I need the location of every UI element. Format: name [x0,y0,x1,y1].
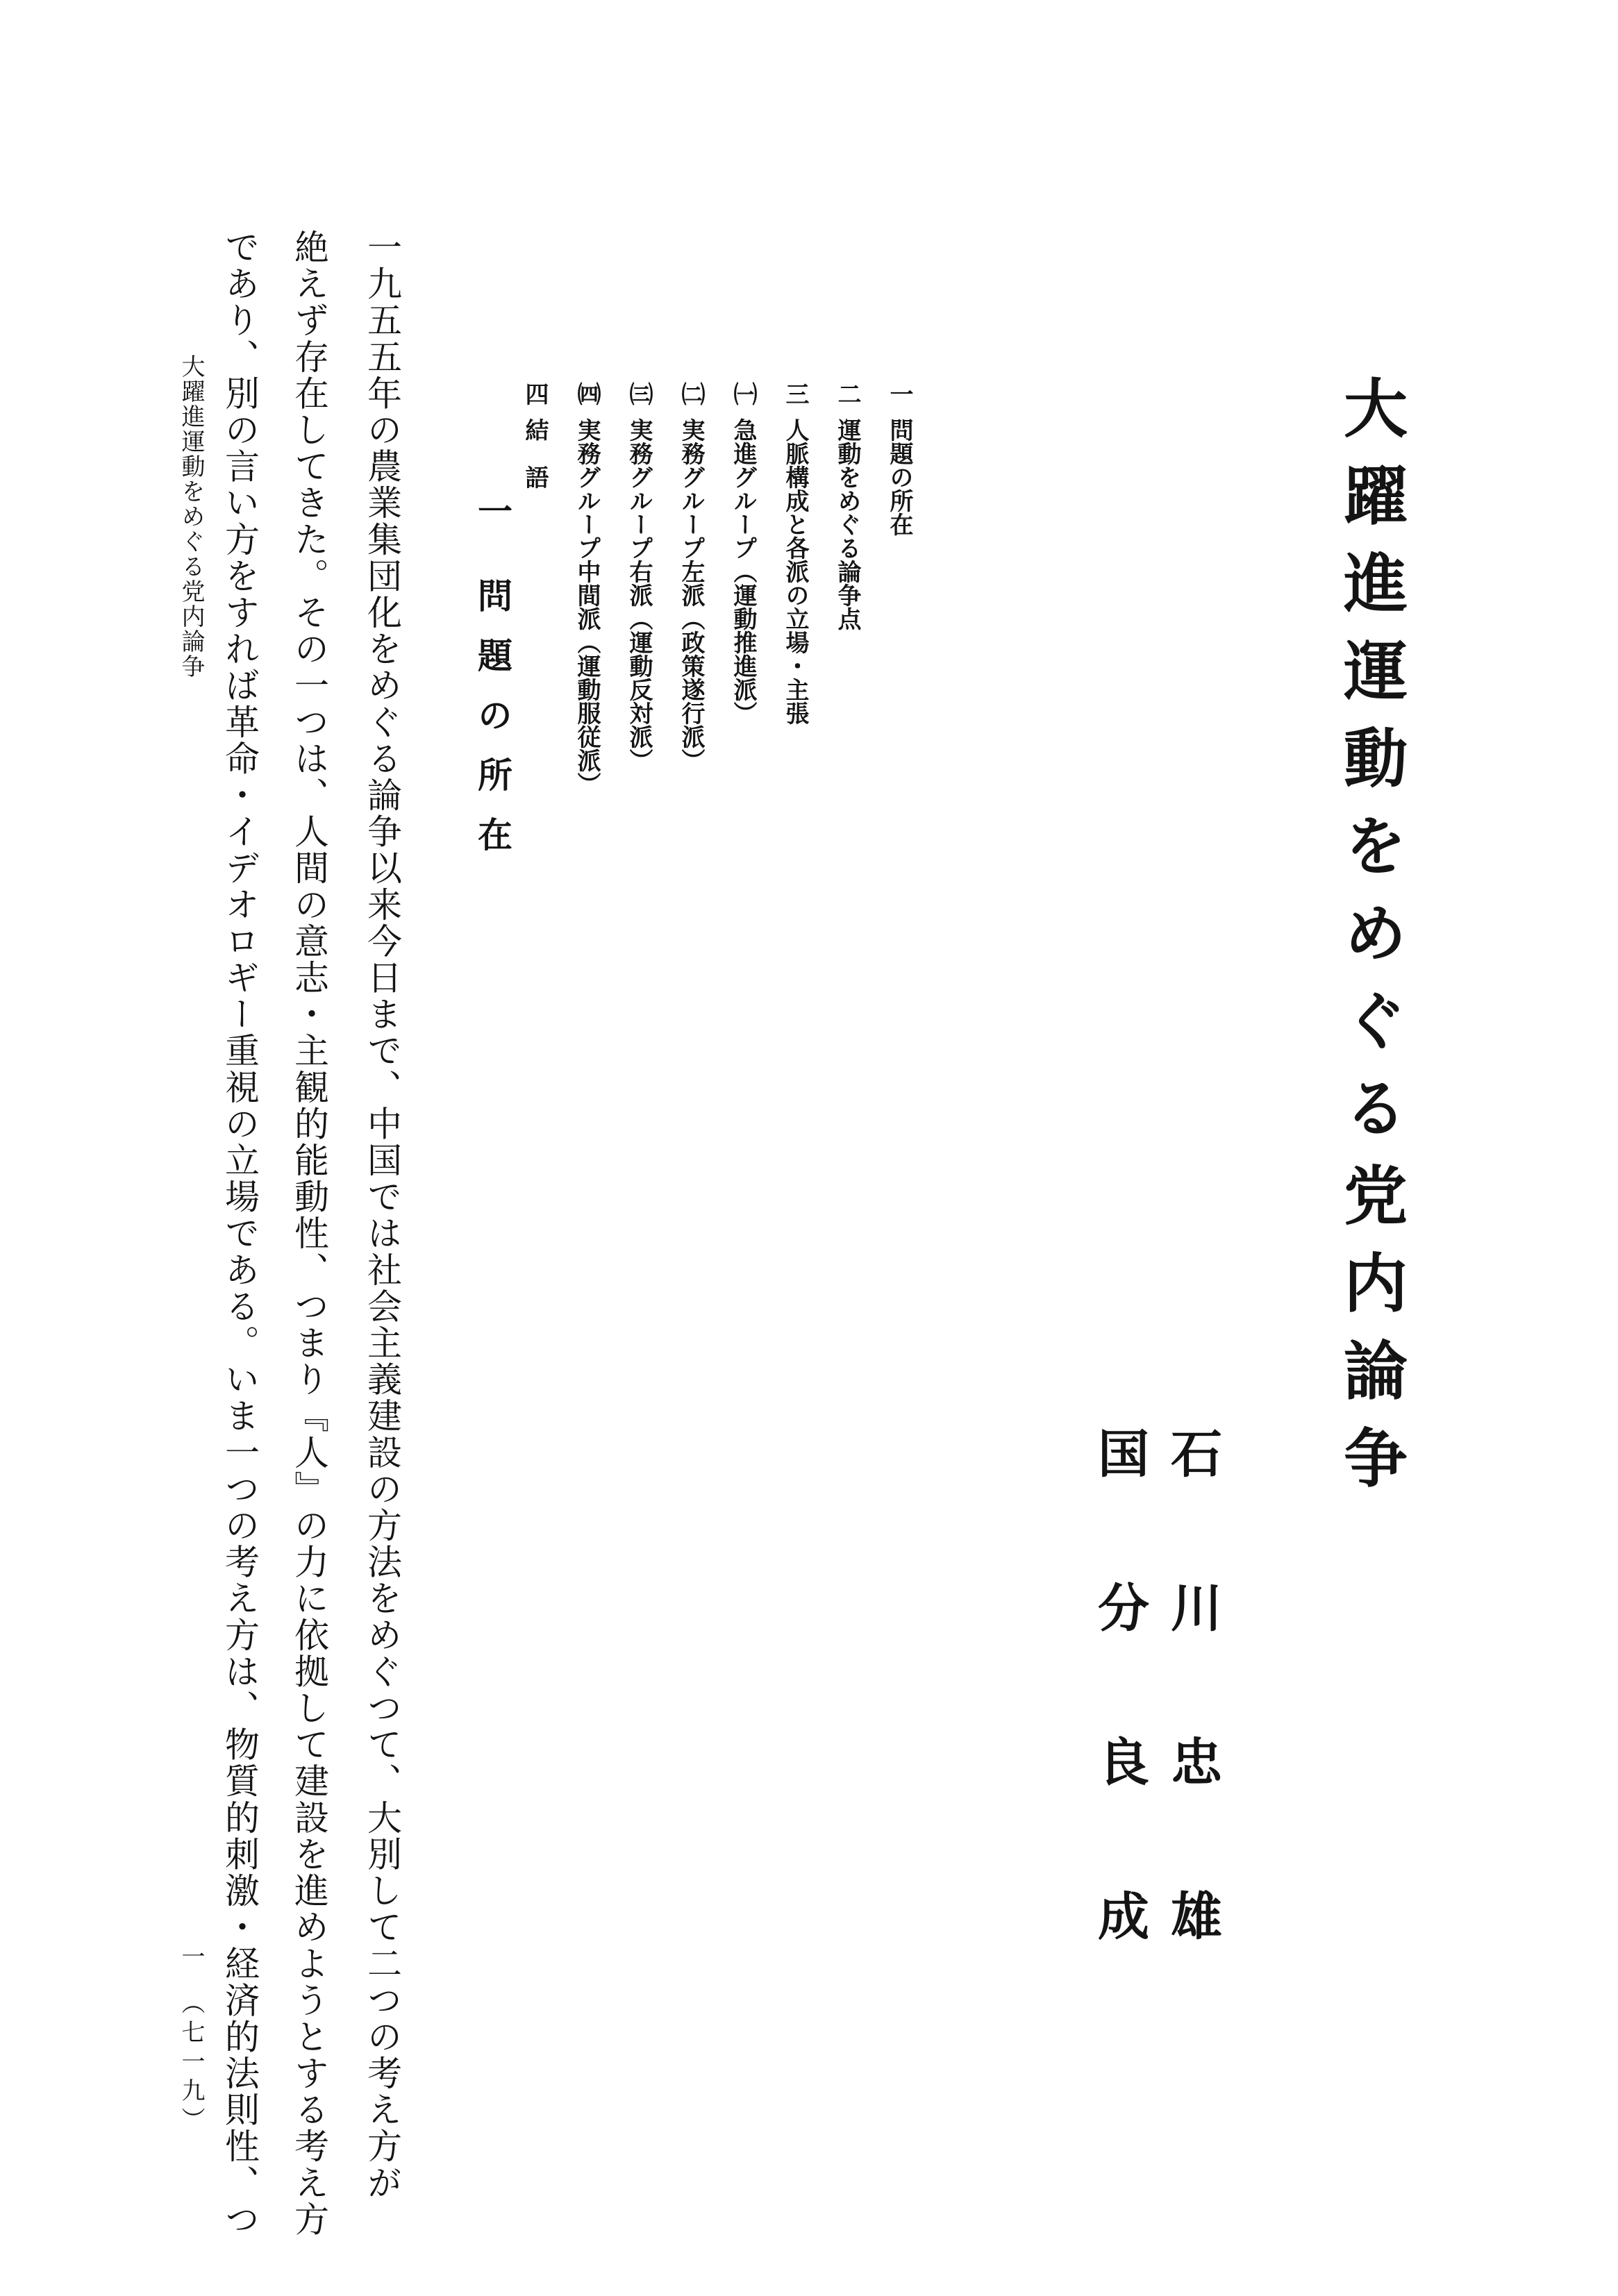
toc-item-label: 実務グループ左派（政策遂行派） [677,418,705,772]
toc-item-label: 急進グループ（運動推進派） [729,418,757,725]
body-text-line: 一九五五年の農業集団化をめぐる論争以来今日まで、中国では社会主義建設の方法をめぐつて、大別して二つの考え方が [362,229,402,2202]
toc-item-number: 三 [781,382,809,405]
toc-item-number: 四 [521,382,549,405]
toc-subitem [622,382,656,796]
toc-item-number: ㈡ [677,382,705,405]
toc-item-label: 人脈構成と各派の立場・主張 [781,418,809,725]
toc-item [831,382,865,796]
toc-item-number: 一 [885,382,913,405]
table-of-contents [518,382,917,796]
toc-item-number: ㈣ [573,382,601,405]
toc-subitem [674,382,708,796]
toc-item [518,382,552,796]
toc-subitem [570,382,604,796]
author-ishikawa: 石川忠雄 [1162,1427,1222,2043]
toc-item [883,382,917,796]
toc-subitem [726,382,760,796]
running-head: 大躍進運動をめぐる党内論争 [177,354,205,679]
body-text-line: 絶えず存在してきた。その一つは、人間の意志・主観的能動性、つまり『人』の力に依拠して建設を進めようとする考え方 [289,229,329,2238]
section-heading [467,493,517,876]
toc-item-label: 問題の所在 [885,418,913,536]
body-text-line: であり、別の言い方をすれば革命・イデオロギー重視の立場である。いま一つの考え方は、物質的刺激・経済的法則性、つ [219,229,260,2238]
toc-item-label: 実務グループ中間派（運動服従派） [573,418,601,796]
article-title: 大躍進運動をめぐる党内論争 [1333,375,1408,1512]
toc-item-label: 結 語 [521,418,549,489]
author-kokubun: 国分良成 [1090,1427,1149,2043]
toc-item-number: ㈢ [625,382,653,405]
page-number: 一 （七一九） [177,1944,205,2136]
toc-item-number: ㈠ [729,382,757,405]
toc-item [778,382,812,796]
toc-item-label: 実務グループ右派（運動反対派） [625,418,653,772]
section-title: 問題の所在 [472,578,513,876]
toc-item-label: 運動をめぐる論争点 [833,418,861,630]
section-number: 一 [472,493,513,553]
toc-item-number: 二 [833,382,861,405]
